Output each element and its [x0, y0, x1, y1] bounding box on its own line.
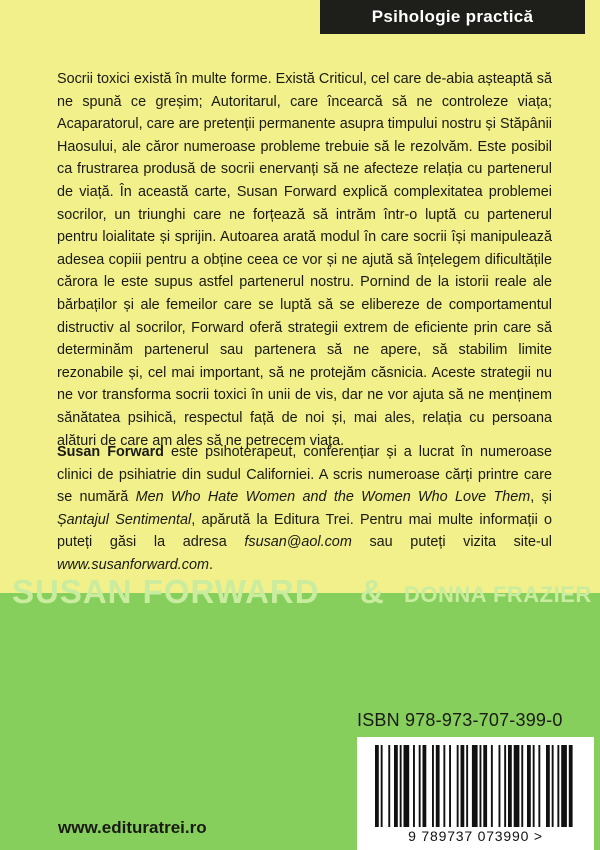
book-title-2: Șantajul Sentimental: [57, 511, 192, 528]
bio-text-4: sau puteți vizita site-ul: [351, 534, 552, 551]
barcode-bar: [533, 745, 535, 827]
barcode-bar: [388, 745, 390, 827]
barcode-bar: [461, 745, 465, 827]
barcode-bar: [472, 745, 478, 827]
bio-text-1: este psihoterapeut, conferențiar și a lucrat în numeroase clinici de psihiatrie din sudul Californiei. A scris numeroase cărți printre care se numără: [57, 444, 553, 506]
barcode-bar: [443, 745, 445, 827]
barcode-bar: [480, 745, 482, 827]
barcode-bar: [436, 745, 440, 827]
barcode-bar: [413, 745, 415, 827]
barcode-bar: [491, 745, 493, 827]
barcode-bar: [449, 745, 451, 827]
book-title-1: Men Who Hate Women and the Women Who Love Them: [135, 489, 531, 506]
barcode-bar: [466, 745, 468, 827]
barcode-bars: [357, 737, 594, 829]
isbn-label: ISBN 978-973-707-399-0: [357, 710, 563, 730]
barcode-bar: [508, 745, 512, 827]
barcode-bar: [521, 745, 523, 827]
author-bio: [57, 441, 552, 577]
barcode-bar: [546, 745, 550, 827]
author-primary: SUSAN FORWARD: [12, 573, 320, 610]
barcode-bar: [504, 745, 506, 827]
barcode-bar: [400, 745, 402, 827]
barcode-bar: [569, 745, 573, 827]
authors-line: [12, 573, 592, 613]
series-label: Psihologie practică: [320, 0, 585, 34]
barcode-bar: [561, 745, 567, 827]
barcode-digits: 9 789737 073990 >: [408, 828, 543, 844]
author-name: Susan Forward: [57, 444, 164, 460]
barcode: [357, 737, 594, 850]
barcode-bar: [375, 745, 379, 827]
author-ampersand: &: [360, 573, 384, 610]
barcode-bar: [499, 745, 501, 827]
barcode-bar: [557, 745, 559, 827]
barcode-bar: [538, 745, 540, 827]
barcode-bar: [394, 745, 398, 827]
author-email: fsusan@aol.com: [244, 534, 352, 551]
book-description: Socrii toxici există în multe forme. Există Criticul, cel care de-abia așteaptă să ne spună ce greșim; Autoritarul, care încearcă să ne controleze viața; Acaparatorul, care are pretenții permanente asupra timpului nostru și Stăpânii Haosului, ale căror numeroase probleme trebuie să le rezolvăm. Este posibil ca frustrarea produsă de socrii enervanți să ne afecteze relația cu partenerul de viață. În această carte, Susan Forward explică complexitatea problemei socrilor, un triunghi care ne forțează să intrăm într-o luptă cu partenerul pentru loialitate și sprijin. Autoarea arată modul în care socrii își manipulează adesea copiii pentru a obține ceea ce vor și ne ajută să înțelegem dificultățile cărora le este supus astfel partenerul nostru. Pornind de la istorii reale ale bărbaților și ale femeilor care se luptă să se elibereze de comportamentul distructiv al socrilor, Forward oferă strategii extrem de eficiente prin care să determinăm partenerul sau partenera să ne apere, să stabilim limite rezonabile și, cel mai important, să ne protejăm căsnicia. Aceste strategii nu ne vor transforma socrii toxici în unii de vis, dar ne vor ajuta să ne menținem sănătatea psihică, respectul față de noi și, mai ales, relația cu persoana alături de care am ales să ne petrecem viața.: [57, 71, 552, 449]
barcode-bar: [527, 745, 531, 827]
author-website: www.susanforward.com: [57, 556, 209, 573]
author-secondary: DONNA FRAZIER: [404, 582, 592, 607]
bio-text-3: , apărută la Editura Trei. Pentru mai multe informații o puteți găsi la adresa: [57, 511, 553, 551]
barcode-bar: [423, 745, 427, 827]
barcode-bar: [404, 745, 410, 827]
barcode-bar: [552, 745, 554, 827]
barcode-bar: [483, 745, 487, 827]
barcode-bar: [457, 745, 459, 827]
bio-text-2: , și: [530, 489, 552, 506]
bio-text-5: .: [208, 556, 213, 573]
barcode-bar: [514, 745, 520, 827]
publisher-website: www.edituratrei.ro: [58, 818, 207, 837]
barcode-bar: [419, 745, 421, 827]
barcode-bar: [381, 745, 383, 827]
barcode-bar: [432, 745, 434, 827]
